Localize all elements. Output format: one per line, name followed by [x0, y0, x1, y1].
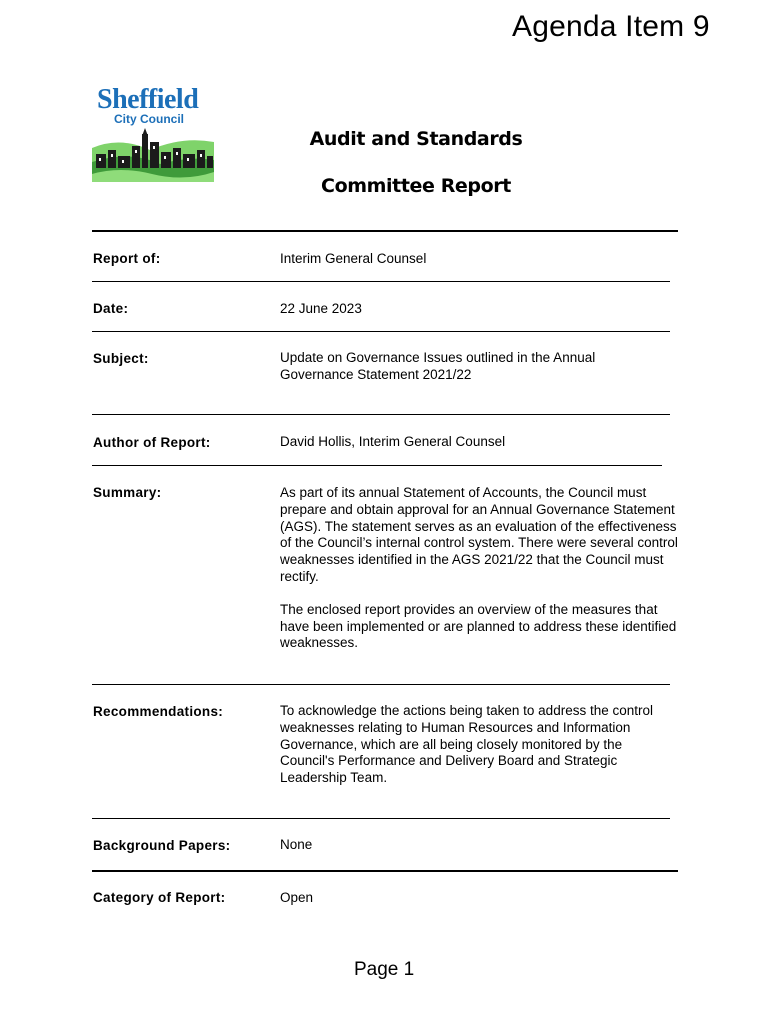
author-label: Author of Report: [93, 435, 211, 450]
recommendations-value: To acknowledge the actions being taken to address the control weaknesses relating to Human Resources and Information Governance, which are all being closely monitored by the Council's Performance and Delivery Board and Strategic Leadership Team. [280, 703, 653, 786]
author-value: David Hollis, Interim General Counsel [280, 434, 506, 449]
divider [92, 818, 670, 819]
logo-wordmark: Sheffield [97, 84, 199, 115]
divider [92, 281, 670, 282]
page-number: Page 1 [354, 959, 415, 980]
council-logo [90, 86, 218, 184]
date-label: Date: [93, 301, 129, 316]
summary-label: Summary: [93, 485, 162, 500]
divider [92, 414, 670, 415]
divider [92, 230, 678, 232]
agenda-item-heading: Agenda Item 9 [512, 10, 710, 43]
category-label: Category of Report: [93, 890, 226, 905]
subject-value: Update on Governance Issues outlined in the Annual Governance Statement 2021/22 [280, 350, 596, 382]
background-papers-label: Background Papers: [93, 838, 231, 853]
date-value: 22 June 2023 [280, 301, 362, 316]
category-value: Open [280, 890, 314, 905]
recommendations-label: Recommendations: [93, 704, 224, 719]
logo-subtitle: City Council [114, 112, 185, 126]
background-papers-value: None [280, 837, 313, 852]
divider [92, 465, 662, 466]
divider [92, 870, 678, 872]
divider [92, 331, 670, 332]
report-of-value: Interim General Counsel [280, 251, 427, 266]
report-title-line-2: Committee Report [321, 175, 511, 197]
divider [92, 684, 670, 685]
city-skyline-icon [90, 128, 216, 182]
summary-paragraph: The enclosed report provides an overview of the measures that have been implemented or are planned to address these identified weaknesses. [280, 601, 677, 651]
summary-value [280, 485, 682, 652]
summary-paragraph: As part of its annual Statement of Accounts, the Council must prepare and obtain approval for an Annual Governance Statement (AGS). The statement serves as an evaluation of the effectiveness of the Council’s internal control system. There were several control weaknesses identified in the AGS 2021/22 that the Council must rectify. [280, 485, 678, 584]
subject-label: Subject: [93, 351, 149, 366]
report-title-line-1: Audit and Standards [309, 128, 523, 150]
report-of-label: Report of: [93, 251, 161, 266]
